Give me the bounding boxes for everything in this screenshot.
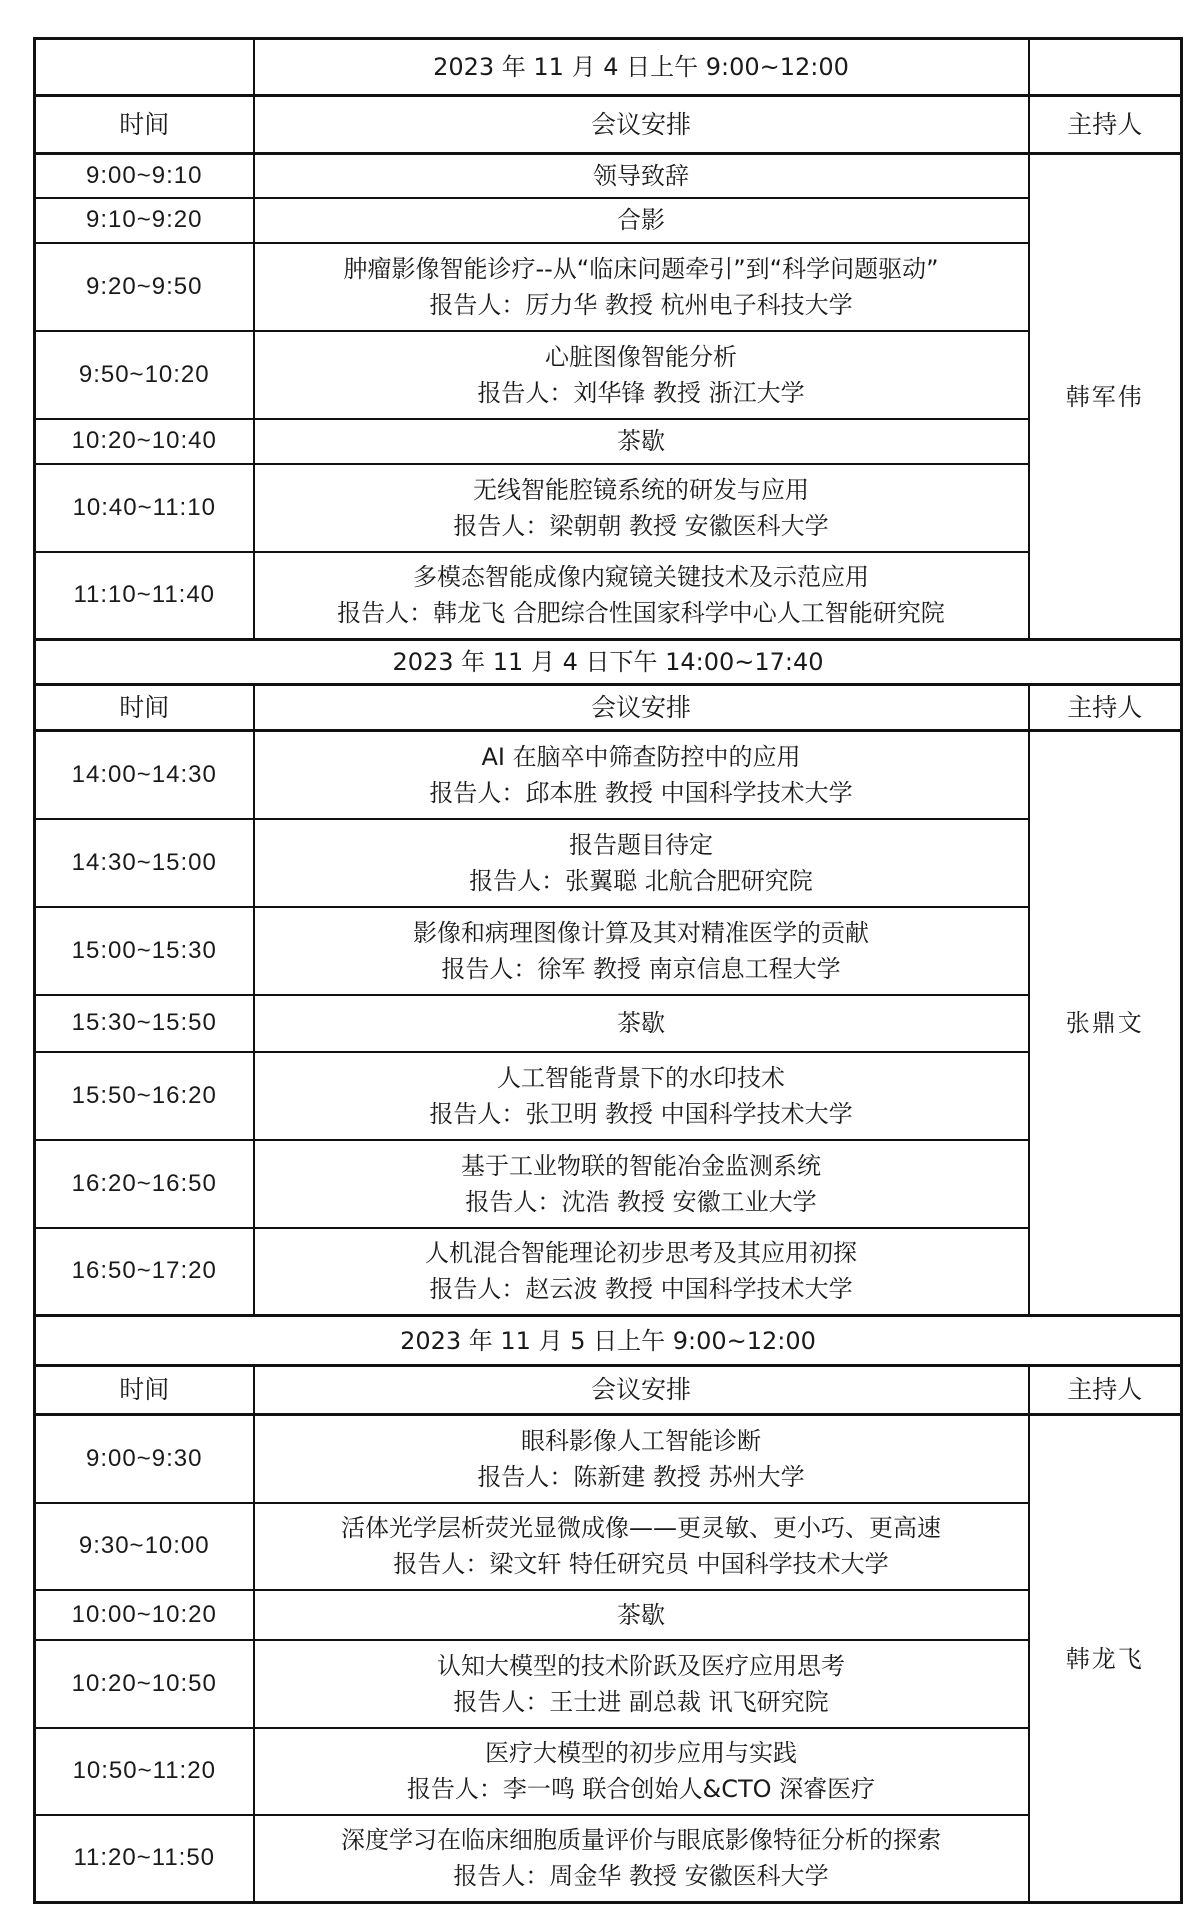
talk-title: 茶歇 [617,1009,665,1037]
speaker-info: 报告人：徐军 教授 南京信息工程大学 [441,954,841,983]
column-header-content: 会议安排 [254,96,1029,154]
schedule-row [35,1640,1182,1728]
talk-title: 合影 [617,206,665,234]
talk-title: 人工智能背景下的水印技术 [497,1063,785,1092]
time-slot: 16:50~17:20 [35,1228,254,1316]
talk-title: 心脏图像智能分析 [545,342,737,371]
schedule-row [35,1815,1182,1903]
speaker-info: 报告人：梁文轩 特任研究员 中国科学技术大学 [393,1550,889,1578]
date-row-empty-time-cell [35,39,254,96]
session-date-label: 2023 年 11 月 4 日上午 9:00~12:00 [254,39,1029,96]
talk-title: 基于工业物联的智能冶金监测系统 [461,1151,821,1180]
talk-title: 眼科影像人工智能诊断 [521,1426,761,1455]
session-date-label: 2023 年 11 月 4 日下午 14:00~17:40 [35,640,1182,685]
session-host: 韩军伟 [1029,154,1182,640]
time-slot: 15:30~15:50 [35,995,254,1052]
talk-title: AI 在脑卒中筛查防控中的应用 [481,742,801,771]
agenda-cell [254,1590,1029,1640]
time-slot: 9:20~9:50 [35,243,254,331]
agenda-cell [254,731,1029,819]
time-slot: 10:40~11:10 [35,464,254,552]
agenda-cell [254,1640,1029,1728]
column-header-row [35,685,1182,731]
talk-title: 茶歇 [617,1600,665,1629]
session-host: 韩龙飞 [1029,1415,1182,1903]
time-slot: 10:20~10:40 [35,419,254,464]
session-date-row [35,640,1182,685]
agenda-cell [254,154,1029,198]
talk-title: 领导致辞 [593,161,689,190]
speaker-info: 报告人：赵云波 教授 中国科学技术大学 [429,1275,853,1304]
agenda-cell [254,1815,1029,1903]
speaker-info: 报告人：李一鸣 联合创始人&CTO 深睿医疗 [406,1775,876,1803]
talk-title: 影像和病理图像计算及其对精准医学的贡献 [413,918,869,947]
schedule-body [35,39,1182,1903]
time-slot: 15:00~15:30 [35,907,254,995]
time-slot: 11:10~11:40 [35,552,254,640]
schedule-row [35,819,1182,907]
schedule-row [35,1415,1182,1503]
talk-title: 活体光学层析荧光显微成像——更灵敏、更小巧、更高速 [341,1514,941,1542]
session-date-row [35,39,1182,96]
agenda-cell [254,995,1029,1052]
agenda-cell [254,1228,1029,1316]
agenda-cell [254,1503,1029,1590]
agenda-cell [254,419,1029,464]
time-slot: 9:00~9:30 [35,1415,254,1503]
column-header-time: 时间 [35,685,254,731]
schedule-row [35,243,1182,331]
agenda-cell [254,1415,1029,1503]
speaker-info: 报告人：梁朝朝 教授 安徽医科大学 [453,511,829,540]
speaker-info: 报告人：张翼聪 北航合肥研究院 [469,866,813,895]
schedule-row [35,154,1182,198]
agenda-cell [254,198,1029,243]
agenda-cell [254,331,1029,419]
column-header-row [35,96,1182,154]
speaker-info: 报告人：张卫明 教授 中国科学技术大学 [429,1099,853,1128]
time-slot: 16:20~16:50 [35,1140,254,1228]
column-header-host: 主持人 [1029,96,1182,154]
talk-title: 茶歇 [617,427,665,455]
time-slot: 10:00~10:20 [35,1590,254,1640]
schedule-row [35,731,1182,819]
speaker-info: 报告人：王士进 副总裁 讯飞研究院 [453,1687,829,1716]
schedule-row [35,552,1182,640]
conference-schedule-table [33,37,1183,1904]
talk-title: 医疗大模型的初步应用与实践 [485,1739,797,1767]
time-slot: 10:20~10:50 [35,1640,254,1728]
session-date-label: 2023 年 11 月 5 日上午 9:00~12:00 [35,1316,1182,1366]
schedule-row [35,1728,1182,1815]
column-header-host: 主持人 [1029,685,1182,731]
agenda-cell [254,243,1029,331]
speaker-info: 报告人：刘华锋 教授 浙江大学 [477,378,805,407]
talk-title: 报告题目待定 [569,830,713,859]
column-header-content: 会议安排 [254,685,1029,731]
session-date-row [35,1316,1182,1366]
time-slot: 10:50~11:20 [35,1728,254,1815]
schedule-row [35,1503,1182,1590]
schedule-row [35,1228,1182,1316]
agenda-cell [254,819,1029,907]
agenda-cell [254,907,1029,995]
agenda-cell [254,1052,1029,1140]
session-host: 张鼎文 [1029,731,1182,1316]
speaker-info: 报告人：周金华 教授 安徽医科大学 [453,1862,829,1891]
time-slot: 11:20~11:50 [35,1815,254,1903]
schedule-row [35,907,1182,995]
column-header-content: 会议安排 [254,1366,1029,1415]
time-slot: 9:00~9:10 [35,154,254,198]
time-slot: 14:30~15:00 [35,819,254,907]
talk-title: 肿瘤影像智能诊疗--从“临床问题牵引”到“科学问题驱动” [343,254,939,283]
talk-title: 多模态智能成像内窥镜关键技术及示范应用 [413,563,869,592]
talk-title: 无线智能腔镜系统的研发与应用 [473,475,809,504]
agenda-cell [254,1140,1029,1228]
schedule-row [35,464,1182,552]
agenda-cell [254,1728,1029,1815]
column-header-host: 主持人 [1029,1366,1182,1415]
column-header-row [35,1366,1182,1415]
date-row-empty-host-cell [1029,39,1182,96]
speaker-info: 报告人：韩龙飞 合肥综合性国家科学中心人工智能研究院 [337,599,945,628]
time-slot: 9:10~9:20 [35,198,254,243]
talk-title: 人机混合智能理论初步思考及其应用初探 [425,1239,857,1268]
speaker-info: 报告人：厉力华 教授 杭州电子科技大学 [429,290,853,319]
agenda-cell [254,552,1029,640]
time-slot: 14:00~14:30 [35,731,254,819]
column-header-time: 时间 [35,1366,254,1415]
speaker-info: 报告人：沈浩 教授 安徽工业大学 [465,1187,817,1216]
speaker-info: 报告人：邱本胜 教授 中国科学技术大学 [429,778,853,807]
schedule-row [35,1590,1182,1640]
schedule-row [35,995,1182,1052]
schedule-row [35,1052,1182,1140]
schedule-row [35,1140,1182,1228]
time-slot: 9:30~10:00 [35,1503,254,1590]
time-slot: 9:50~10:20 [35,331,254,419]
schedule-row [35,331,1182,419]
speaker-info: 报告人：陈新建 教授 苏州大学 [477,1462,805,1491]
agenda-cell [254,464,1029,552]
time-slot: 15:50~16:20 [35,1052,254,1140]
column-header-time: 时间 [35,96,254,154]
talk-title: 认知大模型的技术阶跃及医疗应用思考 [437,1651,845,1680]
schedule-row [35,198,1182,243]
schedule-row [35,419,1182,464]
talk-title: 深度学习在临床细胞质量评价与眼底影像特征分析的探索 [341,1826,941,1855]
